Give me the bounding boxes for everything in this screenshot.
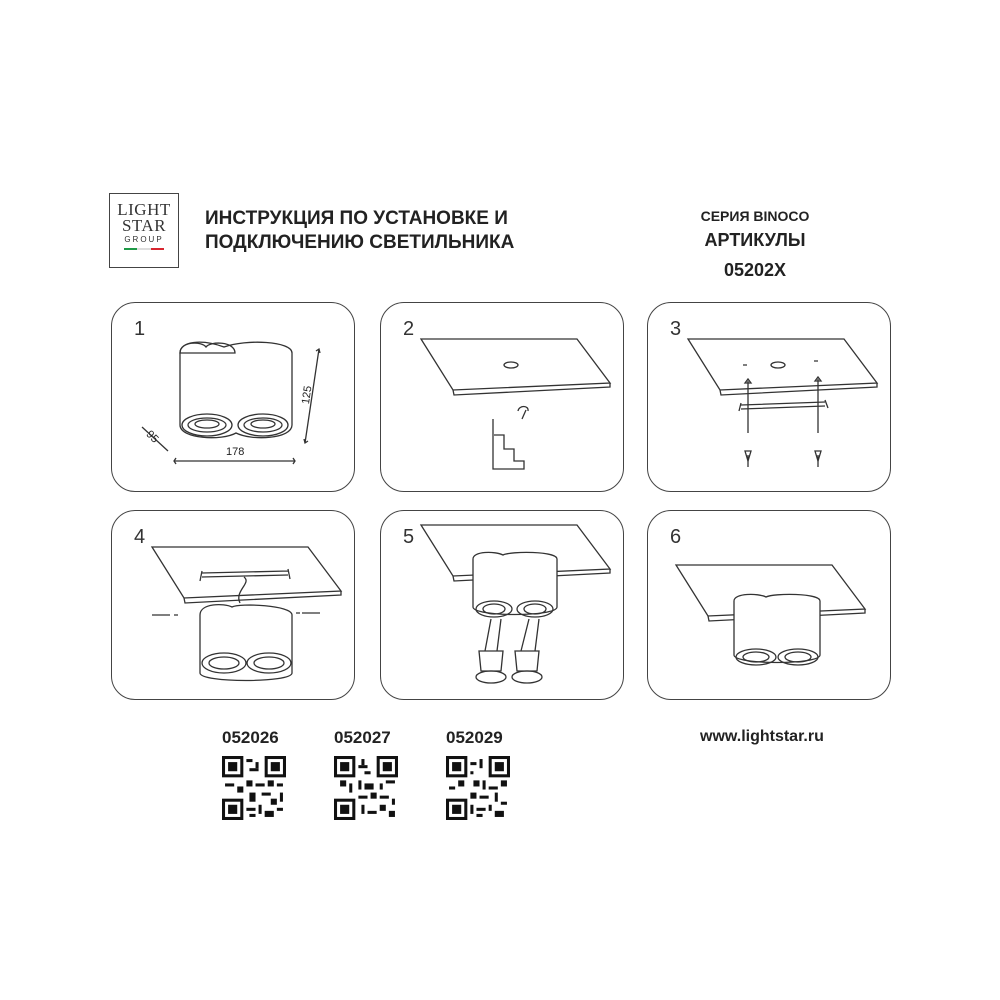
article-code: 052029 [446,728,503,747]
width-dimension-label: 178 [226,446,245,458]
website-link[interactable]: www.lightstar.ru [700,728,824,745]
height-dimension-label: 125 [299,385,315,405]
title-line-1: ИНСТРУКЦИЯ ПО УСТАНОВКЕ И [205,208,508,229]
article-code: 052027 [334,728,391,747]
step-4-panel [111,510,355,700]
logo-line-2: STAR [121,216,167,235]
mounting-bracket-drawing [648,303,892,493]
ceiling-drill-drawing [381,303,625,493]
article-code: 052026 [222,728,279,747]
luminaire-dimensions-drawing [112,303,356,493]
installed-luminaire-drawing [648,511,892,701]
step-2-panel [380,302,624,492]
step-number: 1 [134,318,146,340]
depth-dimension-label: 95 [143,428,161,446]
title-line-2: ПОДКЛЮЧЕНИЮ СВЕТИЛЬНИКА [205,232,515,253]
articles-label: АРТИКУЛЫ 05202X [704,230,806,280]
lightstar-logo [109,193,179,268]
italian-flag-icon [124,248,164,250]
step-1-panel [111,302,355,492]
logo-line-1: LIGHT [117,200,171,219]
step-number: 5 [403,526,415,548]
step-number: 2 [403,318,415,340]
step-number: 3 [670,318,682,340]
series-label: СЕРИЯ BINOCO [700,208,810,224]
product-series-block [680,207,830,285]
lamp-insertion-drawing [381,511,625,701]
logo-line-3: GROUP [124,235,164,244]
step-6-panel [647,510,891,700]
qr-code-icon[interactable] [446,756,510,820]
step-3-panel [647,302,891,492]
step-number: 4 [134,526,146,548]
qr-code-icon[interactable] [222,756,286,820]
qr-code-icon[interactable] [334,756,398,820]
page-title [205,207,514,255]
wiring-attachment-drawing [112,511,356,701]
step-5-panel [380,510,624,700]
step-number: 6 [670,526,682,548]
